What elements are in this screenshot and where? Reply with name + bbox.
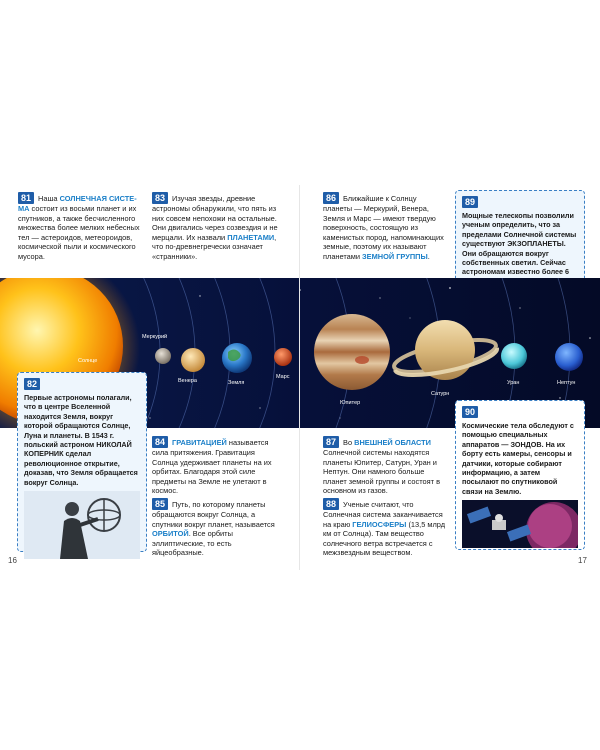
fact-number: 84: [152, 436, 168, 448]
venus: [181, 348, 205, 372]
fact-number: 87: [323, 436, 339, 448]
copernicus-statue-image: [24, 491, 140, 559]
mars: [274, 348, 292, 366]
fact-number: 90: [462, 406, 478, 418]
fact-number: 85: [152, 498, 168, 510]
space-probe-image: [462, 500, 578, 548]
label-saturn: Сатурн: [431, 391, 450, 397]
mercury: [155, 348, 171, 364]
callout-90: 90 Космические тела обследуют с помощью специальных аппаратов — ЗОНДОВ. На их борту есть камеры, сенсоры и датчики, которые собирают информацию, а затем посылают по спутниковой связи на Землю.: [455, 400, 585, 550]
neptune: [555, 343, 583, 371]
page-gutter: [299, 185, 300, 570]
fact-number: 89: [462, 196, 478, 208]
fact-87: 87 Во ВНЕШНЕЙ ОБЛАСТИ Солнечной системы находятся планеты Юпитер, Сатурн, Уран и Нептун. Они намного больше планет земной группы и состоят в основном из газов.: [323, 437, 441, 496]
label-neptune: Нептун: [557, 380, 576, 386]
fact-number: 88: [323, 498, 339, 510]
page-number-left: 16: [8, 556, 17, 565]
page-number-right: 17: [578, 556, 587, 565]
label-mars: Марс: [276, 374, 290, 380]
callout-89: 89 Мощные телескопы позволили ученым определить, что за пределами Солнечной системы существуют ЭКЗОПЛАНЕТЫ. Они обращаются вокруг собственных светил. Сейчас астрономам известно более 6: [455, 190, 585, 294]
fact-number: 82: [24, 378, 40, 390]
fact-number: 86: [323, 192, 339, 204]
fact-84: 84 ГРАВИТАЦИЕЙ называется сила притяжения. Гравитация Солнца удерживает планеты на их орбитах. Благодаря этой силе предметы на Земле не улетают в космос.: [152, 437, 272, 496]
label-sun: Солнце: [78, 358, 98, 364]
fact-81: 81 Наша СОЛНЕЧНАЯ СИСТЕ-МА состоит из восьми планет и их спутников, а также бесчисленного множества более мелких небесных тел — астероидов, метеороидов, космической пыли и космического мусора.: [18, 193, 140, 261]
label-venus: Венера: [178, 378, 197, 384]
fact-86: 86 Ближайшие к Солнцу планеты — Меркурий, Венера, Земля и Марс — имеют твердую поверхность, состоящую из каменистых пород, напоминающих земные, поэтому их называют планетами ЗЕМНОЙ ГРУППЫ.: [323, 193, 444, 261]
label-jupiter: Юпитер: [340, 400, 361, 406]
fact-number: 81: [18, 192, 34, 204]
label-mercury: Меркурий: [142, 334, 168, 340]
fact-85: 85 Путь, по которому планеты обращаются вокруг Солнца, а спутники вокруг планет, называется ОРБИТОЙ. Все орбиты эллиптические, то есть яйцеобразные.: [152, 499, 275, 558]
label-uranus: Уран: [507, 380, 520, 386]
fact-number: 83: [152, 192, 168, 204]
fact-83: 83 Изучая звезды, древние астрономы обнаружили, что пять из них совсем непохожи на остальные. Они двигались через созвездия и не мерцали. Их назвали ПЛАНЕТАМИ, что по-древнегречески означает «странники».: [152, 193, 278, 261]
callout-82: 82 Первые астрономы полагали, что в центре Вселенной находится Земля, вокруг которой обращаются Солнце, Луна и планеты. В 1543 г. польский астроном НИКОЛАЙ КОПЕРНИК сделал революционное открытие, доказав, что Земля обращается вокруг Солнца.: [17, 372, 147, 552]
label-earth: Земля: [228, 380, 245, 386]
jupiter: [314, 314, 390, 390]
great-red-spot: [355, 356, 369, 364]
fact-88: 88 Ученые считают, что Солнечная система заканчивается на краю ГЕЛИОСФЕРЫ (13,5 млрд км от Солнца). Там вещество солнечного ветра встречается с межзвездным веществом.: [323, 499, 446, 558]
uranus: [501, 343, 527, 369]
